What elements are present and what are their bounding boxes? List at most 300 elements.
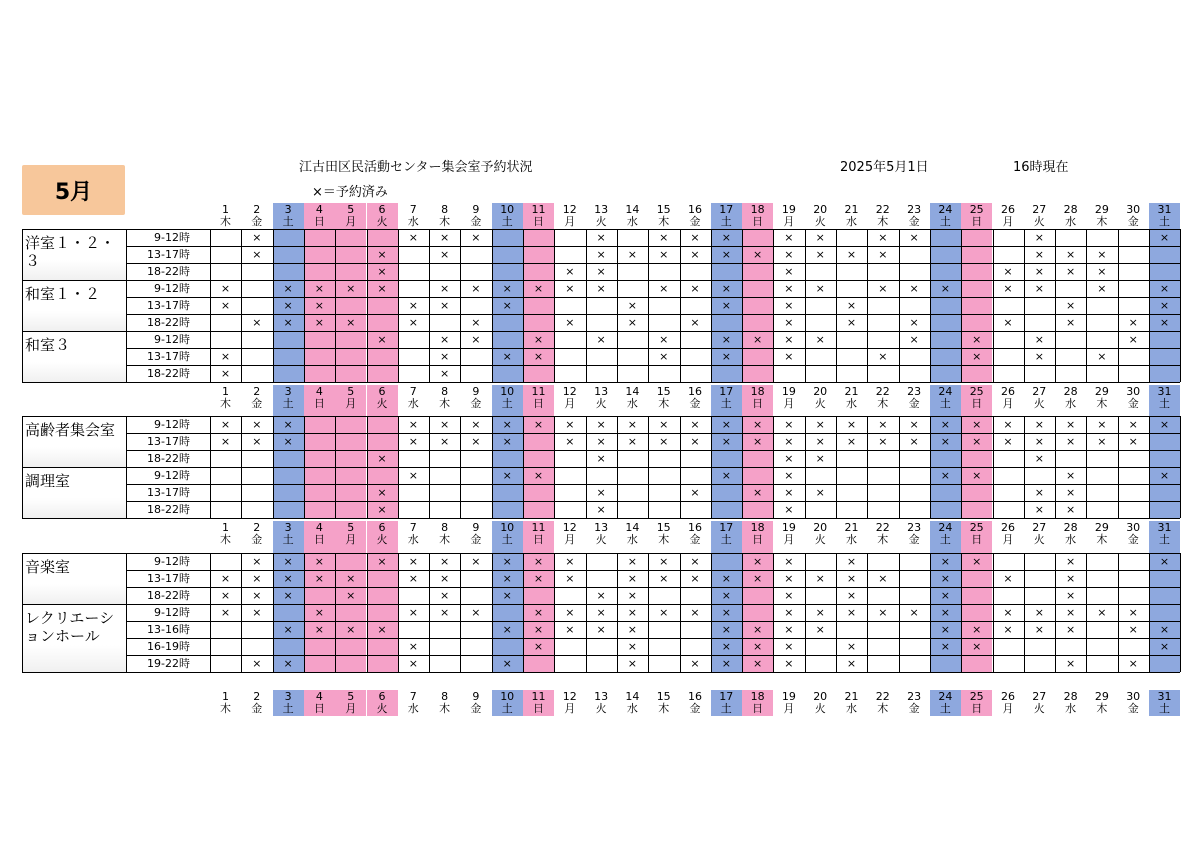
room-separator <box>22 382 1180 383</box>
booked-mark: × <box>283 589 293 602</box>
booked-mark: × <box>690 418 700 431</box>
booked-mark: × <box>1097 435 1107 448</box>
day-number: 8 <box>441 385 449 398</box>
day-number: 11 <box>531 203 546 216</box>
grid-vline <box>617 553 618 672</box>
booked-mark: × <box>565 555 575 568</box>
booked-mark: × <box>815 452 825 465</box>
booked-mark: × <box>533 640 544 653</box>
weekday-label: 水 <box>1065 215 1077 228</box>
weekday-label: 月 <box>564 533 576 546</box>
booked-mark: × <box>1034 452 1044 465</box>
grid-vline <box>648 229 649 382</box>
booked-mark: × <box>1034 231 1044 244</box>
booked-mark: × <box>408 640 418 653</box>
page-title: 江古田区民活動センター集会室予約状況 <box>299 160 533 175</box>
weekday-label: 日 <box>313 702 325 715</box>
time-slot-label: 13-17時 <box>147 350 190 363</box>
day-number: 5 <box>347 203 355 216</box>
grid-vline <box>1118 553 1119 672</box>
weekday-label: 土 <box>939 702 951 715</box>
room-name <box>22 604 126 672</box>
grid-vline <box>460 553 461 672</box>
day-number: 6 <box>378 690 386 703</box>
weekday-label: 水 <box>1065 397 1077 410</box>
weekday-label: 月 <box>564 702 576 715</box>
weekday-label: 日 <box>533 702 544 715</box>
row-line <box>126 655 1180 656</box>
booked-mark: × <box>815 623 825 636</box>
booked-mark: × <box>252 555 262 568</box>
room-name <box>22 553 126 604</box>
booked-mark: × <box>909 282 919 295</box>
grid-vline <box>273 553 274 672</box>
grid-vline <box>554 229 555 382</box>
booked-mark: × <box>659 435 669 448</box>
day-number: 11 <box>531 385 546 398</box>
booked-mark: × <box>439 248 450 261</box>
booked-mark: × <box>1159 316 1170 329</box>
weekday-label: 金 <box>908 397 920 410</box>
booked-mark: × <box>408 299 418 312</box>
booked-mark: × <box>1003 418 1013 431</box>
booked-mark: × <box>784 555 794 568</box>
booked-mark: × <box>502 418 512 431</box>
grid-vline <box>273 416 274 518</box>
time-slot-label: 18-22時 <box>147 589 190 602</box>
row-line <box>126 484 1180 485</box>
weekday-label: 月 <box>1002 533 1014 546</box>
row-line <box>126 263 1180 264</box>
booked-mark: × <box>565 435 575 448</box>
day-number: 20 <box>813 203 828 216</box>
grid-vline <box>492 229 493 382</box>
row-line <box>126 331 1180 332</box>
booked-mark: × <box>408 572 418 585</box>
booked-mark: × <box>220 367 231 380</box>
day-number: 24 <box>938 385 953 398</box>
booked-mark: × <box>940 623 950 636</box>
booked-mark: × <box>502 435 512 448</box>
booked-mark: × <box>565 606 575 619</box>
day-number: 22 <box>875 690 890 703</box>
weekday-label: 土 <box>939 215 951 228</box>
grid-vline <box>711 416 712 518</box>
booked-mark: × <box>220 606 231 619</box>
time-slot-label: 13-17時 <box>147 299 190 312</box>
booked-mark: × <box>659 248 669 261</box>
booked-mark: × <box>439 299 450 312</box>
grid-vline <box>961 416 962 518</box>
weekday-label: 水 <box>846 702 857 715</box>
time-slot-label: 9-12時 <box>154 418 190 431</box>
booked-mark: × <box>502 282 512 295</box>
weekday-label: 月 <box>783 397 795 410</box>
time-slot-label: 13-17時 <box>147 486 190 499</box>
weekday-label: 土 <box>939 397 951 410</box>
weekday-label: 土 <box>720 533 732 546</box>
booked-mark: × <box>815 231 825 244</box>
grid-vline <box>805 229 806 382</box>
day-number: 13 <box>594 385 609 398</box>
day-number: 4 <box>315 690 323 703</box>
weekday-label: 火 <box>814 702 826 715</box>
booked-mark: × <box>784 572 794 585</box>
weekday-label: 日 <box>533 215 544 228</box>
day-number: 2 <box>253 385 261 398</box>
booked-mark: × <box>627 640 637 653</box>
booked-mark: × <box>1034 503 1044 516</box>
day-number: 10 <box>500 385 515 398</box>
weekday-label: 土 <box>1159 215 1170 228</box>
day-number: 7 <box>409 203 417 216</box>
booked-mark: × <box>220 282 231 295</box>
grid-vline <box>836 229 837 382</box>
booked-mark: × <box>533 418 544 431</box>
weekday-label: 木 <box>658 702 670 715</box>
day-number: 9 <box>472 203 480 216</box>
booked-mark: × <box>596 623 606 636</box>
booked-mark: × <box>1159 418 1170 431</box>
booked-mark: × <box>1065 657 1076 670</box>
booked-mark: × <box>752 486 763 499</box>
room-name <box>22 280 126 331</box>
day-number: 17 <box>719 385 734 398</box>
weekday-label: 水 <box>626 702 638 715</box>
booked-mark: × <box>784 418 794 431</box>
booked-mark: × <box>471 435 481 448</box>
booked-mark: × <box>533 469 544 482</box>
day-number: 1 <box>222 521 229 534</box>
weekday-label: 木 <box>877 533 889 546</box>
booked-mark: × <box>752 572 763 585</box>
booked-mark: × <box>252 657 262 670</box>
day-number: 25 <box>969 385 984 398</box>
time-slot-label: 13-17時 <box>147 248 190 261</box>
booked-mark: × <box>408 606 418 619</box>
booked-mark: × <box>408 418 418 431</box>
day-number: 23 <box>907 521 922 534</box>
day-number: 9 <box>472 521 480 534</box>
grid-vline <box>1086 229 1087 382</box>
booked-mark: × <box>1097 248 1107 261</box>
booked-mark: × <box>784 248 794 261</box>
day-number: 26 <box>1001 203 1015 216</box>
day-number: 12 <box>562 203 577 216</box>
booked-mark: × <box>1097 350 1107 363</box>
weekday-label: 金 <box>1127 702 1139 715</box>
grid-vline <box>586 229 587 382</box>
grid-vline <box>1149 553 1150 672</box>
time-slot-label: 18-22時 <box>147 265 190 278</box>
booked-mark: × <box>1159 231 1170 244</box>
day-number: 31 <box>1157 385 1172 398</box>
grid-vline <box>867 553 868 672</box>
booked-mark: × <box>846 299 857 312</box>
grid-vline <box>554 553 555 672</box>
day-number: 1 <box>222 203 229 216</box>
day-number: 26 <box>1001 521 1015 534</box>
booked-mark: × <box>283 418 293 431</box>
day-number: 20 <box>813 385 828 398</box>
booked-mark: × <box>471 333 481 346</box>
booked-mark: × <box>439 572 450 585</box>
booked-mark: × <box>878 231 888 244</box>
weekday-label: 金 <box>251 215 263 228</box>
room-name-text: レクリエーションホール <box>25 609 115 645</box>
booked-mark: × <box>721 333 731 346</box>
booked-mark: × <box>1097 282 1107 295</box>
time-slot-label: 9-12時 <box>154 555 190 568</box>
booked-mark: × <box>784 231 794 244</box>
day-number: 3 <box>284 690 292 703</box>
booked-mark: × <box>252 316 262 329</box>
booked-mark: × <box>1097 265 1107 278</box>
booked-mark: × <box>1065 486 1076 499</box>
grid-vline <box>899 553 900 672</box>
booked-mark: × <box>502 555 512 568</box>
booked-mark: × <box>972 418 982 431</box>
weekday-label: 木 <box>1096 215 1108 228</box>
booked-mark: × <box>784 435 794 448</box>
weekday-label: 水 <box>626 533 638 546</box>
booked-mark: × <box>1128 623 1138 636</box>
booked-mark: × <box>220 418 231 431</box>
grid-vline <box>126 553 127 672</box>
booked-mark: × <box>533 333 544 346</box>
row-line <box>126 501 1180 502</box>
booked-mark: × <box>596 452 606 465</box>
booked-mark: × <box>659 282 669 295</box>
booked-mark: × <box>220 299 231 312</box>
day-number: 28 <box>1063 203 1078 216</box>
weekday-label: 水 <box>1065 702 1077 715</box>
day-number: 23 <box>907 203 922 216</box>
day-number: 14 <box>625 521 640 534</box>
booked-mark: × <box>784 640 794 653</box>
grid-vline <box>617 416 618 518</box>
day-number: 13 <box>594 521 609 534</box>
booked-mark: × <box>627 316 637 329</box>
day-number: 7 <box>409 690 417 703</box>
booked-mark: × <box>502 623 512 636</box>
booked-mark: × <box>1034 333 1044 346</box>
grid-vline <box>210 416 211 518</box>
weekday-label: 木 <box>439 397 451 410</box>
day-number: 18 <box>750 690 765 703</box>
day-number: 11 <box>531 521 546 534</box>
booked-mark: × <box>377 333 387 346</box>
booked-mark: × <box>252 572 262 585</box>
row-line <box>126 638 1180 639</box>
day-number: 25 <box>969 690 984 703</box>
day-number: 24 <box>938 521 953 534</box>
day-number: 3 <box>284 385 292 398</box>
booked-mark: × <box>533 572 544 585</box>
booked-mark: × <box>972 350 982 363</box>
weekday-label: 木 <box>658 533 670 546</box>
booked-mark: × <box>596 589 606 602</box>
booked-mark: × <box>565 623 575 636</box>
weekday-label: 木 <box>220 215 231 228</box>
booked-mark: × <box>596 606 606 619</box>
room-separator <box>22 518 1180 519</box>
weekday-label: 木 <box>220 533 231 546</box>
grid-vline <box>367 553 368 672</box>
weekday-label: 金 <box>908 533 920 546</box>
grid-vline <box>429 553 430 672</box>
booked-mark: × <box>1065 316 1076 329</box>
grid-vline <box>742 416 743 518</box>
weekday-label: 水 <box>407 702 419 715</box>
booked-mark: × <box>596 231 606 244</box>
booked-mark: × <box>1034 623 1044 636</box>
grid-vline <box>993 553 994 672</box>
time-slot-label: 9-12時 <box>154 231 190 244</box>
day-number: 2 <box>253 521 261 534</box>
day-number: 1 <box>222 690 229 703</box>
day-number: 22 <box>875 385 890 398</box>
booked-mark: × <box>533 623 544 636</box>
day-number: 15 <box>656 203 671 216</box>
day-number: 30 <box>1126 521 1141 534</box>
weekday-label: 月 <box>783 533 795 546</box>
booked-mark: × <box>784 333 794 346</box>
booked-mark: × <box>721 469 731 482</box>
booked-mark: × <box>220 435 231 448</box>
room-separator <box>22 672 1180 673</box>
weekday-label: 水 <box>1065 533 1077 546</box>
weekday-label: 金 <box>470 397 482 410</box>
row-line <box>126 416 1180 417</box>
booked-mark: × <box>408 555 418 568</box>
booked-mark: × <box>377 486 387 499</box>
booked-mark: × <box>815 333 825 346</box>
time-slot-label: 19-22時 <box>147 657 190 670</box>
booked-mark: × <box>784 606 794 619</box>
booked-mark: × <box>439 231 450 244</box>
booked-mark: × <box>346 572 356 585</box>
booked-mark: × <box>627 589 637 602</box>
day-number: 5 <box>347 690 355 703</box>
grid-vline <box>742 553 743 672</box>
booked-mark: × <box>439 350 450 363</box>
grid-vline <box>1055 416 1056 518</box>
grid-vline <box>460 416 461 518</box>
booked-mark: × <box>909 231 919 244</box>
booked-mark: × <box>346 282 356 295</box>
time-slot-label: 13-17時 <box>147 435 190 448</box>
grid-vline <box>241 416 242 518</box>
weekday-label: 月 <box>345 215 357 228</box>
booked-mark: × <box>565 265 575 278</box>
weekday-label: 月 <box>1002 702 1014 715</box>
grid-vline <box>241 553 242 672</box>
booked-mark: × <box>940 606 950 619</box>
day-number: 31 <box>1157 521 1172 534</box>
grid-vline <box>1086 553 1087 672</box>
booked-mark: × <box>627 555 637 568</box>
day-number: 18 <box>750 521 765 534</box>
booked-mark: × <box>565 418 575 431</box>
weekday-label: 月 <box>345 533 357 546</box>
row-line <box>126 570 1180 571</box>
grid-vline <box>210 229 211 382</box>
grid-vline <box>867 229 868 382</box>
grid-vline <box>273 229 274 382</box>
day-number: 24 <box>938 203 953 216</box>
weekday-label: 土 <box>282 702 294 715</box>
booked-mark: × <box>1065 623 1076 636</box>
weekday-label: 土 <box>501 215 513 228</box>
booked-mark: × <box>690 316 700 329</box>
day-number: 30 <box>1126 385 1141 398</box>
booked-mark: × <box>972 469 982 482</box>
day-number: 30 <box>1126 203 1141 216</box>
booked-mark: × <box>439 589 450 602</box>
grid-vline <box>1149 416 1150 518</box>
day-number: 28 <box>1063 690 1078 703</box>
booked-mark: × <box>627 657 637 670</box>
booked-mark: × <box>909 435 919 448</box>
grid-vline <box>1180 229 1181 382</box>
weekday-label: 水 <box>407 397 419 410</box>
booked-mark: × <box>846 606 857 619</box>
weekday-label: 木 <box>439 702 451 715</box>
room-name <box>22 416 126 467</box>
booked-mark: × <box>1034 486 1044 499</box>
booked-mark: × <box>752 640 763 653</box>
booked-mark: × <box>1034 435 1044 448</box>
day-number: 4 <box>315 385 323 398</box>
booked-mark: × <box>252 231 262 244</box>
booked-mark: × <box>1034 282 1044 295</box>
booked-mark: × <box>283 282 293 295</box>
booked-mark: × <box>690 248 700 261</box>
weekday-label: 火 <box>1033 702 1045 715</box>
time-slot-label: 9-12時 <box>154 333 190 346</box>
booked-mark: × <box>1097 606 1107 619</box>
day-number: 13 <box>594 203 609 216</box>
day-number: 29 <box>1094 521 1109 534</box>
day-number: 4 <box>315 521 323 534</box>
booked-mark: × <box>596 333 606 346</box>
day-number: 29 <box>1094 690 1109 703</box>
weekday-label: 金 <box>251 397 263 410</box>
grid-vline <box>1055 229 1056 382</box>
booked-mark: × <box>846 435 857 448</box>
booked-mark: × <box>252 248 262 261</box>
booked-mark: × <box>940 418 950 431</box>
weekday-label: 火 <box>376 702 388 715</box>
day-number: 7 <box>409 385 417 398</box>
booked-mark: × <box>940 572 950 585</box>
booked-mark: × <box>1034 248 1044 261</box>
booked-mark: × <box>283 657 293 670</box>
booked-mark: × <box>690 282 700 295</box>
weekday-label: 金 <box>908 702 920 715</box>
booked-mark: × <box>377 265 387 278</box>
day-number: 16 <box>688 385 702 398</box>
month-label: 5月 <box>54 179 93 205</box>
booked-mark: × <box>471 316 481 329</box>
booked-mark: × <box>533 282 544 295</box>
booked-mark: × <box>752 623 763 636</box>
day-number: 5 <box>347 521 355 534</box>
booked-mark: × <box>940 282 950 295</box>
day-number: 14 <box>625 690 640 703</box>
booked-mark: × <box>752 435 763 448</box>
